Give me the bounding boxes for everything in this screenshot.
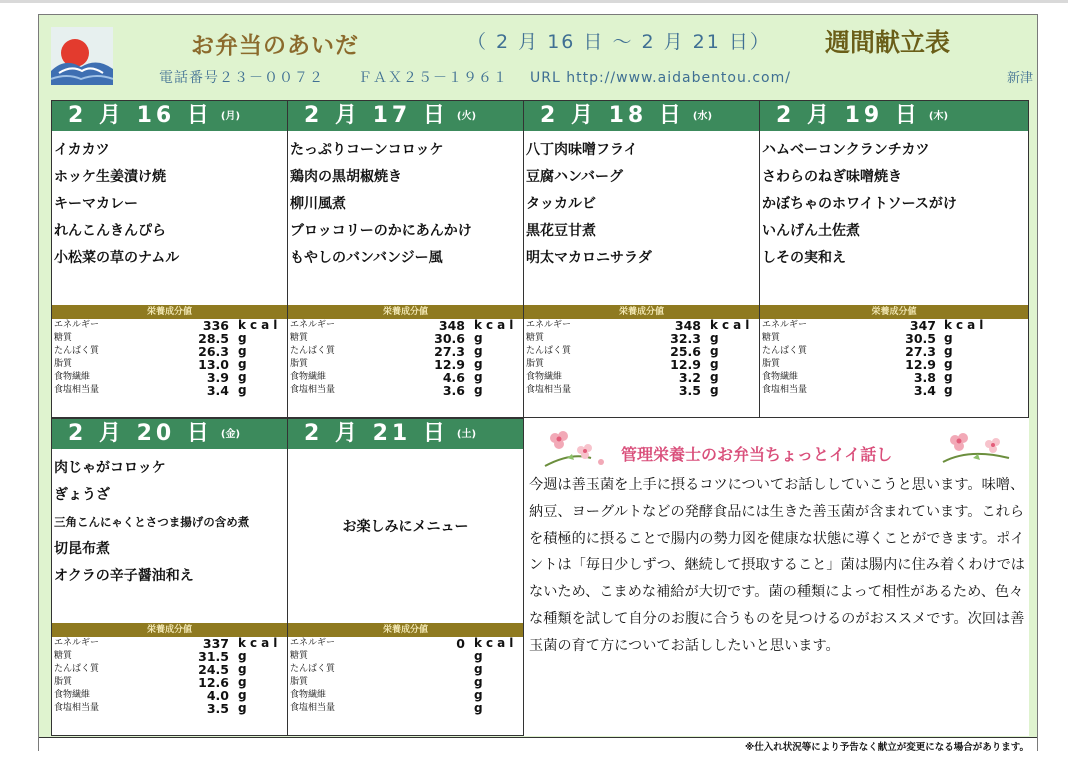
nutrient-value: 3.4: [913, 383, 936, 398]
menu-item: 肉じゃがコロッケ: [54, 460, 166, 476]
day-date: 2 月 16 日: [68, 103, 213, 128]
day-card: [51, 418, 288, 736]
nutrient-label: 食塩相当量: [762, 385, 808, 395]
menu-item: しその実和え: [762, 250, 846, 266]
nutrient-value: 348: [438, 318, 465, 333]
nutrient-unit: g: [710, 331, 719, 345]
menu-item: キーマカレー: [54, 196, 138, 212]
day-menu: [54, 455, 285, 590]
nutrient-unit: g: [710, 344, 719, 358]
nutrient-value: 3.2: [678, 370, 701, 385]
nutrient-label: エネルギー: [762, 320, 808, 330]
nutrient-value: 12.9: [434, 357, 465, 372]
phone-number: 電話番号２３－００７２: [159, 70, 324, 86]
talk-body: 今週は善玉菌を上手に摂るコツについてお話ししていこうと思います。味噌、納豆、ヨーグルトなどの発酵食品には生きた善玉菌が含まれています。これらを積極的に摂ることで腸内の勢力図を健康な状態に導くことができます。ポイントは「毎日少しずつ、継続して摂取すること」菌は腸内に住み着くわけではないため、こまめな補給が大切です。菌の種類によって相性があるため、色々な種類を試して自分のお腹に合うものを見つけるのがおススメです。次回は善玉菌の育て方についてお話ししたいと思います。: [529, 477, 1025, 654]
menu-item: かぼちゃのホワイトソースがけ: [762, 196, 957, 212]
nutrient-label: 食塩相当量: [290, 385, 336, 395]
day-card: [51, 100, 288, 418]
nutrient-unit: g: [474, 331, 483, 345]
nutrient-value: 30.6: [434, 331, 465, 346]
day-date: 2 月 19 日: [776, 103, 921, 128]
nutrition-row: [54, 358, 285, 371]
fax-number: ＦＡＸ２５－１９６１: [358, 70, 508, 86]
nutrient-unit: g: [474, 688, 483, 702]
nutrition-row: [526, 371, 757, 384]
nutrition-row: [54, 663, 285, 676]
nutrition-header: 栄養成分値: [52, 305, 287, 319]
nutrition-row: [290, 319, 521, 332]
footer-note: ※仕入れ状況等により予告なく献立が変更になる場合があります。: [745, 742, 1029, 753]
nutrient-label: 糖質: [290, 651, 309, 661]
nutrient-label: 食物繊維: [54, 690, 91, 700]
nutrient-label: 糖質: [54, 651, 73, 661]
nutrition-row: [290, 384, 521, 397]
nutrient-value: 12.9: [905, 357, 936, 372]
menu-item: 三角こんにゃくとさつま揚げの含め煮: [54, 515, 250, 529]
nutrient-unit: g: [710, 383, 719, 397]
nutrient-value: 0: [456, 636, 465, 651]
menu-item: タッカルビ: [526, 196, 596, 212]
menu-item: 黒花豆甘煮: [526, 223, 596, 239]
day-header: [52, 419, 287, 449]
sakura-decoration-icon: [541, 428, 617, 468]
day-menu: [54, 137, 285, 272]
sunrise-mountain-logo-icon: [51, 27, 113, 85]
nutrient-label: たんぱく質: [54, 664, 100, 674]
nutrient-value: 337: [202, 636, 229, 651]
day-menu: [290, 137, 521, 272]
nutrition-header: 栄養成分値: [288, 623, 523, 637]
brand-name: お弁当のあいだ: [191, 33, 359, 59]
nutrition-row: [290, 702, 521, 715]
nutrient-unit: g: [238, 649, 247, 663]
nutrient-value: 27.3: [434, 344, 465, 359]
contact-info: [159, 67, 791, 87]
nutrient-label: エネルギー: [290, 320, 336, 330]
nutrient-label: 食物繊維: [290, 690, 327, 700]
nutrient-label: エネルギー: [54, 320, 100, 330]
day-card: [759, 100, 1029, 418]
nutrition-row: [762, 358, 1026, 371]
day-weekday: (月): [220, 111, 241, 122]
day-weekday: (金): [220, 429, 241, 440]
day-header: [288, 419, 523, 449]
nutrient-label: 脂質: [54, 359, 73, 369]
nutrition-row: [290, 689, 521, 702]
nutrition-row: [54, 676, 285, 689]
menu-item: もやしのバンバンジー風: [290, 250, 443, 266]
talk-title: 管理栄養士のお弁当ちょっとイイ話し: [621, 445, 893, 464]
day-weekday: (土): [456, 429, 477, 440]
nutrient-unit: g: [710, 357, 719, 371]
nutrient-value: 32.3: [670, 331, 701, 346]
nutrition-table: [290, 319, 521, 397]
nutrient-unit: g: [474, 370, 483, 384]
period-range: （ 2 月 16 日 ～ 2 月 21 日）: [467, 31, 771, 53]
nutrient-unit: g: [944, 344, 953, 358]
nutrient-unit: g: [238, 383, 247, 397]
nutrient-label: たんぱく質: [54, 346, 100, 356]
area-label: 新津: [1007, 71, 1034, 86]
nutrition-row: [54, 371, 285, 384]
menu-item: ホッケ生姜漬け焼: [54, 169, 166, 185]
nutrient-unit: g: [944, 357, 953, 371]
nutrient-unit: kcal: [944, 318, 988, 332]
nutrition-row: [54, 689, 285, 702]
nutrient-label: 脂質: [54, 677, 73, 687]
day-date: 2 月 18 日: [540, 103, 685, 128]
nutrient-label: 糖質: [54, 333, 73, 343]
nutrient-unit: g: [238, 701, 247, 715]
header: [39, 15, 1037, 95]
nutrient-value: 27.3: [905, 344, 936, 359]
nutrient-label: 脂質: [290, 677, 309, 687]
nutrient-unit: g: [238, 662, 247, 676]
nutrition-row: [526, 319, 757, 332]
nutrition-table: [526, 319, 757, 397]
nutrition-row: [54, 345, 285, 358]
nutrient-label: たんぱく質: [762, 346, 808, 356]
footer: [39, 737, 1037, 751]
nutrient-unit: g: [474, 649, 483, 663]
nutrition-header: 栄養成分値: [288, 305, 523, 319]
website-url[interactable]: URL http://www.aidabentou.com/: [530, 70, 791, 86]
nutrition-row: [526, 332, 757, 345]
nutrient-label: 食物繊維: [526, 372, 563, 382]
menu-item: 切昆布煮: [54, 541, 110, 557]
nutrition-row: [762, 384, 1026, 397]
nutrition-table: [290, 637, 521, 715]
day-weekday: (火): [456, 111, 477, 122]
nutrient-label: 食塩相当量: [54, 703, 100, 713]
nutrient-unit: g: [474, 662, 483, 676]
day-date: 2 月 21 日: [304, 421, 449, 446]
nutrient-value: 3.5: [206, 701, 229, 716]
nutritionist-talk: [527, 418, 1029, 736]
nutrient-value: 3.6: [442, 383, 465, 398]
nutrient-unit: g: [474, 357, 483, 371]
day-header: [524, 101, 759, 131]
menu-item: 小松菜の草のナムル: [54, 250, 180, 266]
nutrition-row: [762, 371, 1026, 384]
day-weekday: (木): [928, 111, 949, 122]
nutrient-unit: g: [944, 331, 953, 345]
nutrient-label: エネルギー: [290, 638, 336, 648]
page-title: 週間献立表: [825, 28, 951, 57]
menu-item: ブロッコリーのかにあんかけ: [290, 223, 472, 239]
nutrition-row: [54, 702, 285, 715]
menu-item: ぎょうざ: [54, 487, 110, 503]
nutrient-value: 4.0: [206, 688, 229, 703]
nutrient-label: 糖質: [762, 333, 781, 343]
nutrient-value: 3.8: [913, 370, 936, 385]
nutrition-row: [290, 637, 521, 650]
nutrition-row: [526, 384, 757, 397]
nutrient-unit: g: [238, 675, 247, 689]
nutrient-value: 28.5: [198, 331, 229, 346]
nutrient-unit: g: [474, 701, 483, 715]
day-card: [287, 418, 524, 736]
nutrient-label: 食物繊維: [54, 372, 91, 382]
sakura-decoration-icon: [939, 428, 1015, 468]
nutrient-label: エネルギー: [526, 320, 572, 330]
special-menu-label: お楽しみにメニュー: [342, 519, 469, 535]
nutrition-row: [54, 319, 285, 332]
nutrition-row: [526, 345, 757, 358]
nutrition-row: [290, 345, 521, 358]
nutrient-label: たんぱく質: [526, 346, 572, 356]
top-divider: [0, 0, 1068, 3]
nutrition-row: [526, 358, 757, 371]
nutrition-header: 栄養成分値: [760, 305, 1028, 319]
menu-item: 豆腐ハンバーグ: [526, 169, 624, 185]
nutrient-unit: g: [474, 675, 483, 689]
menu-item: イカカツ: [54, 142, 110, 158]
nutrient-unit: g: [238, 370, 247, 384]
nutrition-row: [54, 637, 285, 650]
menu-item: 柳川風煮: [290, 196, 346, 212]
nutrient-value: 12.6: [198, 675, 229, 690]
nutrition-row: [290, 371, 521, 384]
nutrient-value: 3.5: [678, 383, 701, 398]
nutrition-row: [762, 319, 1026, 332]
day-menu: [526, 137, 757, 272]
nutrition-row: [54, 650, 285, 663]
nutrient-value: 336: [202, 318, 229, 333]
day-date: 2 月 17 日: [304, 103, 449, 128]
nutrient-unit: g: [944, 383, 953, 397]
nutrient-label: 食塩相当量: [290, 703, 336, 713]
nutrient-value: 25.6: [670, 344, 701, 359]
nutrient-unit: g: [238, 688, 247, 702]
nutrition-row: [54, 384, 285, 397]
nutrient-unit: kcal: [710, 318, 754, 332]
nutrition-row: [762, 345, 1026, 358]
nutrient-value: 31.5: [198, 649, 229, 664]
day-weekday: (水): [692, 111, 713, 122]
day-card: [523, 100, 760, 418]
nutrient-unit: kcal: [238, 318, 282, 332]
day-header: [288, 101, 523, 131]
nutrient-label: 脂質: [290, 359, 309, 369]
nutrient-value: 30.5: [905, 331, 936, 346]
nutrition-row: [54, 332, 285, 345]
menu-item: オクラの辛子醤油和え: [54, 568, 194, 584]
menu-item: 八丁肉味噌フライ: [526, 142, 638, 158]
nutrient-label: 食塩相当量: [54, 385, 100, 395]
nutrient-value: 4.6: [442, 370, 465, 385]
day-menu: [762, 137, 1026, 272]
nutrient-unit: g: [474, 344, 483, 358]
nutrient-unit: kcal: [474, 636, 518, 650]
nutrient-label: たんぱく質: [290, 664, 336, 674]
nutrient-value: 24.5: [198, 662, 229, 677]
nutrient-unit: g: [944, 370, 953, 384]
nutrient-label: たんぱく質: [290, 346, 336, 356]
menu-item: れんこんきんぴら: [54, 223, 166, 239]
nutrition-row: [290, 663, 521, 676]
nutrient-label: 食物繊維: [762, 372, 799, 382]
nutrient-value: 12.9: [670, 357, 701, 372]
nutrient-label: エネルギー: [54, 638, 100, 648]
nutrition-row: [762, 332, 1026, 345]
nutrition-header: 栄養成分値: [524, 305, 759, 319]
nutrient-value: 3.9: [206, 370, 229, 385]
nutrition-row: [290, 676, 521, 689]
weekly-menu-sheet: [38, 14, 1038, 751]
nutrient-unit: kcal: [238, 636, 282, 650]
nutrient-label: 脂質: [526, 359, 545, 369]
nutrition-row: [290, 358, 521, 371]
menu-item: たっぷりコーンコロッケ: [290, 142, 444, 158]
nutrient-unit: kcal: [474, 318, 518, 332]
nutrient-label: 食物繊維: [290, 372, 327, 382]
nutrient-unit: g: [238, 357, 247, 371]
nutrition-row: [290, 650, 521, 663]
nutrient-label: 脂質: [762, 359, 781, 369]
menu-item: さわらのねぎ味噌焼き: [762, 169, 902, 185]
day-card: [287, 100, 524, 418]
nutrient-value: 348: [674, 318, 701, 333]
nutrient-value: 347: [909, 318, 936, 333]
day-date: 2 月 20 日: [68, 421, 213, 446]
nutrition-row: [290, 332, 521, 345]
nutrient-label: 糖質: [526, 333, 545, 343]
menu-item: 明太マカロニサラダ: [526, 250, 652, 266]
menu-item: いんげん土佐煮: [762, 223, 860, 239]
nutrition-table: [54, 637, 285, 715]
nutrient-unit: g: [710, 370, 719, 384]
day-header: [760, 101, 1028, 131]
nutrition-header: 栄養成分値: [52, 623, 287, 637]
nutrient-unit: g: [238, 331, 247, 345]
menu-item: 鶏肉の黒胡椒焼き: [290, 169, 402, 185]
nutrient-unit: g: [474, 383, 483, 397]
nutrient-value: 3.4: [206, 383, 229, 398]
nutrient-value: 26.3: [198, 344, 229, 359]
menu-item: ハムベーコンクランチカツ: [762, 142, 930, 158]
nutrition-table: [762, 319, 1026, 397]
nutrient-value: 13.0: [198, 357, 229, 372]
nutrition-table: [54, 319, 285, 397]
nutrient-label: 糖質: [290, 333, 309, 343]
nutrient-label: 食塩相当量: [526, 385, 572, 395]
day-header: [52, 101, 287, 131]
nutrient-unit: g: [238, 344, 247, 358]
talk-title-bar: [527, 428, 1029, 464]
